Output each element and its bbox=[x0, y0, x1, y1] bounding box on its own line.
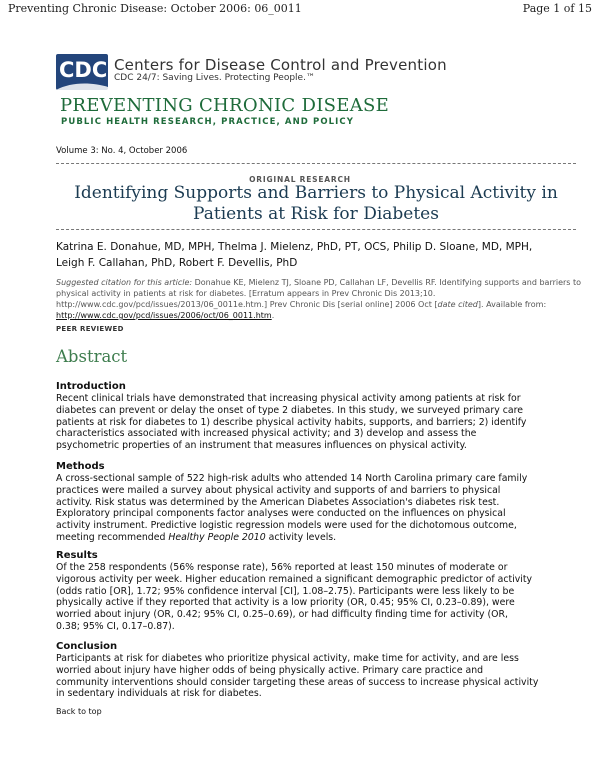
introduction-heading: Introduction bbox=[56, 381, 126, 392]
abstract-heading: Abstract bbox=[56, 347, 128, 366]
back-to-top-link[interactable]: Back to top bbox=[56, 707, 102, 716]
results-text: Of the 258 respondents (56% response rate), 56% reported at least 150 minutes of moderate or vigorous activity per week. Higher education remained a significant demographic predictor of activity (odds ratio [OR], 1.72; 95% confidence interval [CI], 1.08–2.75). Participants were less likely to be physically active if they reported that activity is a low priority (OR, 0.45; 95% CI, 0.23–0.89), were worried about injury (OR, 0.42; 95% CI, 0.25–0.69), or had difficulty finding time for activity (OR, 0.38; 95% CI, 0.17–0.87). bbox=[56, 562, 533, 632]
methods-text-end: activity levels. bbox=[265, 531, 337, 543]
print-header bbox=[8, 2, 592, 18]
abstract-introduction bbox=[56, 380, 596, 452]
citation-label: Suggested citation for this article: bbox=[56, 278, 193, 287]
citation-date-cited: date cited bbox=[437, 300, 478, 309]
methods-text-italic: Healthy People 2010 bbox=[168, 531, 266, 543]
abstract-results bbox=[56, 549, 596, 633]
methods-heading: Methods bbox=[56, 461, 105, 472]
conclusion-text: Participants at risk for diabetes who prioritize physical activity, make time for activity, and are less worried about injury have higher odds of being physically active. Primary care practice and community interventions should consider targeting these areas of success to increase physical activity in sedentary individuals at risk for diabetes. bbox=[56, 653, 539, 700]
volume-issue: Volume 3: No. 4, October 2006 bbox=[56, 146, 188, 156]
divider-bottom bbox=[56, 229, 576, 230]
conclusion-heading: Conclusion bbox=[56, 641, 118, 652]
authors-line-1: Katrina E. Donahue, MD, MPH, Thelma J. Mielenz, PhD, PT, OCS, Philip D. Sloane, MD, MPH, bbox=[56, 241, 533, 253]
authors-line-2: Leigh F. Callahan, PhD, Robert F. Devellis, PhD bbox=[56, 257, 298, 269]
methods-text bbox=[56, 473, 596, 544]
suggested-citation bbox=[56, 277, 584, 321]
introduction-text: Recent clinical trials have demonstrated that increasing physical activity among patients at risk for diabetes can prevent or delay the onset of type 2 diabetes. In this study, we surveyed primary care patients at risk for diabetes to 1) describe physical activity habits, supports, and barriers; 2) identify characteristics associated with increased physical activity; and 3) develop and assess the psychometric properties of an instrument that measures influences on physical activity. bbox=[56, 393, 527, 452]
citation-link[interactable]: http://www.cdc.gov/pcd/issues/2006/oct/06_0011.htm bbox=[56, 311, 272, 320]
abstract-conclusion bbox=[56, 640, 596, 700]
citation-text: Donahue KE, Mielenz TJ, Sloane PD, Callahan LF, Devellis RF. Identifying supports and barriers to physical activity in patients at risk for diabetes. [Erratum appears in Prev Chronic Dis 2013;10. http://www.cdc.gov/pcd/issues/2013/06_0011e.htm.] Prev Chronic Dis [serial online] 2006 Oct [ bbox=[56, 278, 582, 309]
citation-end: . bbox=[271, 311, 275, 320]
methods-text-main: A cross-sectional sample of 522 high-risk adults who attended 14 North Carolina primary care family practices were mailed a survey about physical activity and supports of and barriers to physical activity. Risk status was determined by the American Diabetes Association's diabetes risk test. Exploratory principal components factor analyses were conducted on the influences on physical activity instrument. Predictive logistic regression models were used for the dichotomous outcome, meeting recommended bbox=[56, 473, 528, 543]
cdc-logo[interactable] bbox=[56, 54, 108, 90]
cdc-logo-text: CDC bbox=[59, 58, 108, 82]
cdc-logo-swoosh-icon bbox=[56, 82, 108, 90]
journal-title[interactable]: PREVENTING CHRONIC DISEASE bbox=[60, 95, 390, 116]
section-label: ORIGINAL RESEARCH bbox=[249, 175, 351, 184]
article-title-line-2: Patients at Risk for Diabetes bbox=[193, 204, 439, 224]
abstract-methods bbox=[56, 460, 596, 544]
journal-subtitle: PUBLIC HEALTH RESEARCH, PRACTICE, AND POLICY bbox=[61, 117, 355, 127]
print-header-left: Preventing Chronic Disease: October 2006: 06_0011 bbox=[8, 2, 302, 15]
article-title-line-1: Identifying Supports and Barriers to Physical Activity in bbox=[74, 183, 558, 203]
cdc-name: Centers for Disease Control and Prevention bbox=[114, 56, 447, 74]
peer-reviewed-label: PEER REVIEWED bbox=[56, 325, 124, 333]
divider-top bbox=[56, 163, 576, 164]
cdc-tagline: CDC 24/7: Saving Lives. Protecting People.™ bbox=[114, 73, 315, 83]
author-list bbox=[56, 239, 576, 271]
page-number: Page 1 of 15 bbox=[522, 2, 592, 15]
results-heading: Results bbox=[56, 550, 98, 561]
article-title bbox=[56, 183, 576, 225]
citation-available: ]. Available from: bbox=[477, 300, 547, 309]
